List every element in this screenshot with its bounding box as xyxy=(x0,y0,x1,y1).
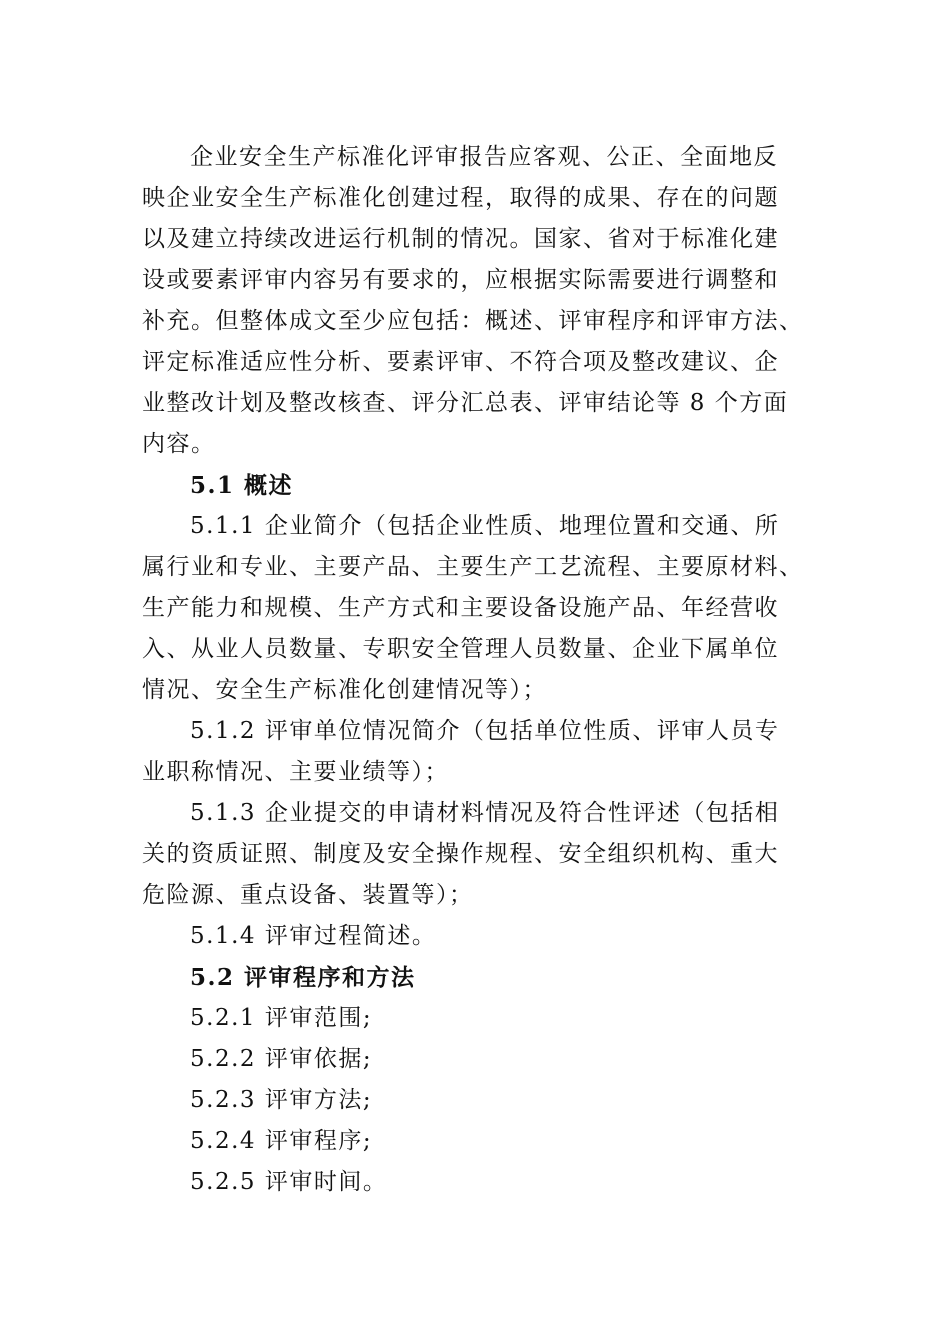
section-5-1-1 xyxy=(142,506,804,711)
intro-line: 业整改计划及整改核查、评分汇总表、评审结论等 8 个方面 xyxy=(142,390,789,416)
section-heading-5-1: 5.1 概述 xyxy=(190,472,294,499)
list-item: 5.2.2 评审依据; xyxy=(190,1046,373,1072)
intro-paragraph xyxy=(142,137,804,465)
paragraph-line: 属行业和专业、主要产品、主要生产工艺流程、主要原材料、 xyxy=(142,554,804,580)
intro-line: 设或要素评审内容另有要求的，应根据实际需要进行调整和 xyxy=(142,267,779,293)
intro-line: 映企业安全生产标准化创建过程，取得的成果、存在的问题 xyxy=(142,185,779,211)
section-5-1-2 xyxy=(142,711,792,793)
paragraph-line: 5.1.2 评审单位情况简介（包括单位性质、评审人员专 xyxy=(190,718,780,744)
section-5-1-3 xyxy=(142,793,792,916)
paragraph-line: 关的资质证照、制度及安全操作规程、安全组织机构、重大 xyxy=(142,841,779,867)
list-item: 5.2.3 评审方法; xyxy=(190,1087,373,1113)
intro-line: 企业安全生产标准化评审报告应客观、公正、全面地反 xyxy=(190,144,778,170)
list-item: 5.2.4 评审程序; xyxy=(190,1128,373,1154)
document-body xyxy=(142,137,804,1203)
paragraph-line: 业职称情况、主要业绩等）； xyxy=(142,759,449,785)
paragraph-line: 情况、安全生产标准化创建情况等）； xyxy=(142,677,547,703)
list-item: 5.2.5 评审时间。 xyxy=(190,1169,388,1195)
section-5-1-4: 5.1.4 评审过程简述。 xyxy=(190,923,437,949)
paragraph-line: 入、从业人员数量、专职安全管理人员数量、企业下属单位 xyxy=(142,636,779,662)
paragraph-line: 5.1.1 企业简介（包括企业性质、地理位置和交通、所 xyxy=(190,513,780,539)
paragraph-line: 危险源、重点设备、装置等）； xyxy=(142,882,474,908)
paragraph-line: 5.1.3 企业提交的申请材料情况及符合性评述（包括相 xyxy=(190,800,780,826)
intro-line: 补充。但整体成文至少应包括：概述、评审程序和评审方法、 xyxy=(142,308,804,334)
list-item: 5.2.1 评审范围; xyxy=(190,1005,373,1031)
intro-line: 评定标准适应性分析、要素评审、不符合项及整改建议、企 xyxy=(142,349,779,375)
paragraph-line: 生产能力和规模、生产方式和主要设备设施产品、年经营收 xyxy=(142,595,779,621)
intro-line: 以及建立持续改进运行机制的情况。国家、省对于标准化建 xyxy=(142,226,779,252)
section-heading-5-2: 5.2 评审程序和方法 xyxy=(190,964,416,991)
section-5-2-list xyxy=(142,998,792,1203)
intro-line: 内容。 xyxy=(142,431,216,457)
